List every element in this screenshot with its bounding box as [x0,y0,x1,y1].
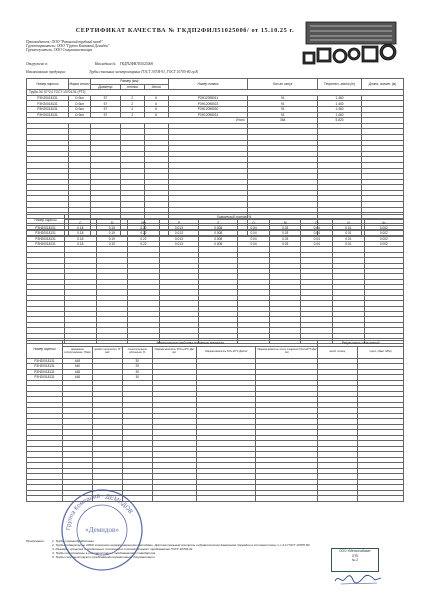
lot-number: РЗН20018131 [27,375,63,381]
col-header-diameter: Диаметр [90,84,120,90]
shipment-line: Отгружено в: Накладная № ГКДП2ФИЛ5102500б [26,62,154,66]
lot-number: РЗН20018131 [27,364,63,370]
lot-number: РЗН20018131 [27,106,69,112]
empty-cell [318,496,358,502]
col-header-size: Размер (мм) [90,79,168,85]
lot-number: РЗН20018131 [27,225,65,230]
lot-number: РЗН20018131 [27,236,65,241]
mech-col-header: загиб, сплющ. [318,346,358,358]
element-value: 0.22 [128,225,160,230]
col-header-mass: Теоретич. масса (т) [318,79,362,90]
element-value: 0.04 [301,225,333,230]
steel-grade: Ст3сп [68,95,90,101]
mechanical-table [26,340,404,502]
element-header: Ni [269,220,301,225]
chemistry-table [26,214,404,344]
lot-number: РЗН20018131 [27,95,69,101]
lot-number: РЗН20018131 [27,241,65,246]
element-value: 0.03 [269,225,301,230]
tensile-strength: 440 [62,364,92,370]
mech-header-group: Механические свойства основного металла [62,341,317,347]
empty-cell [152,496,196,502]
element-value: 0.04 [238,236,270,241]
element-header: Mn [128,220,160,225]
element-value: 0.22 [128,231,160,236]
tensile-strength: 448 [62,369,92,375]
total-label: Итого: [27,118,248,124]
element-value: 0.002 [364,231,403,236]
mech-col-header: Ударная вязкость после старения KCU+20°С Дж/см² [256,346,318,358]
element-value: 0.18 [65,236,97,241]
heat-number: РЗН12098011 [168,95,248,101]
element-value: 0.01 [333,225,365,230]
pieces: 91 [248,101,318,107]
signature [333,572,383,586]
element-header: Cu [301,220,333,225]
mech-col-header: предел текучести, Н/мм² [92,346,122,358]
certificate-title: СЕРТИФИКАТ КАЧЕСТВА № ГКДП2ФИЛ5102500б/ от 15.10.25 г. [75,27,295,34]
element-header: As [364,220,403,225]
pieces: 91 [248,112,318,118]
length: 6 [144,106,168,112]
wall: 2 [120,101,144,107]
element-value: 0.18 [65,231,97,236]
note-item: 1. Трубы термообработаны. [52,539,95,544]
element-header: P [159,220,198,225]
element-value: 0.19 [96,241,128,246]
element-value: 0.008 [199,231,238,236]
heat-number: РЗН12098022 [168,101,248,107]
mech-col-header: Ударная вязкость KCU-20°С Дж/см² [196,346,256,358]
mass: 1.460 [318,101,362,107]
note-item: 5. Трубы соответствуют требованиям нормативной документации. [52,554,156,559]
heat-number: РЗН12098030 [168,106,248,112]
pieces: 91 [248,95,318,101]
element-value: 0.01 [333,241,365,246]
tensile-strength: 448 [62,358,92,364]
mass: 1.460 [318,112,362,118]
elongation: 30 [122,375,152,381]
element-value: 0.04 [238,225,270,230]
product-line: Наименование продукции: Трубы стальные электросварные ГОСТ 10704-91, ГОСТ 10705-80 гр.В [26,70,198,74]
note-item: 4. Трубы изготовлены в соответствии с требованиями стандартов. [52,550,156,555]
element-value: 0.04 [238,241,270,246]
col-header-wall: стенка [120,84,144,90]
mass: 1.460 [318,95,362,101]
empty-cell [358,496,404,502]
element-value: 0.22 [128,241,160,246]
element-header: S [199,220,238,225]
elongation: 30 [122,358,152,364]
chem-header-group: Химический состав, % [65,215,404,220]
element-value: 0.19 [96,236,128,241]
producer-line: Производитель: ООО "Рязанский трубный завод" [26,40,103,44]
element-value: 0.18 [65,225,97,230]
element-value: 0.04 [301,236,333,241]
stamp-ring-text: Группа Компаний · ДЕМИДОВ · [65,493,136,531]
col-header-meters: Длина, погонн. (м) [362,79,404,90]
mech-col-header: Ударная вязкость KCU+20°С Дж/см² [152,346,196,358]
sender-line: Грузоотправитель: ООО "Группа Компаний Демидов" [26,44,110,49]
diameter: 57 [90,106,120,112]
lot-number: РЗН20018131 [27,358,63,364]
lot-number: РЗН20018131 [27,369,63,375]
table-row [27,225,404,230]
empty-cell [196,496,256,502]
element-value: 0.04 [301,231,333,236]
element-value: 0.013 [159,231,198,236]
steel-grade: Ст3сп [68,101,90,107]
element-value: 0.01 [333,236,365,241]
element-value: 0.19 [96,231,128,236]
table-row [27,236,404,241]
total-pieces: 364 [248,118,318,124]
element-value: 0.008 [199,241,238,246]
mass: 1.460 [318,106,362,112]
wall: 2 [120,112,144,118]
header-fields [26,40,109,53]
col-header-grade: Марка стали [68,79,90,90]
wall: 2 [120,106,144,112]
element-header: Si [96,220,128,225]
empty-cell [27,496,63,502]
element-value: 0.002 [364,241,403,246]
mech-header-num: Номер партии [27,341,63,359]
wall: 2 [120,95,144,101]
chem-header-num: Номер партии [27,215,65,226]
length: 6 [144,112,168,118]
col-header-pieces: Кол-во штук [248,79,318,90]
element-value: 0.22 [128,236,160,241]
table-row [27,231,404,236]
group-label: Труба ЭС 57*2,0 ГОСТ 10704-91 (РТЗ) [27,90,404,96]
receiver-line: Грузополучатель: ООО Спецкомплектация [26,48,93,53]
diameter: 57 [90,112,120,118]
company-stamp [60,488,144,572]
stamp-center-text: «Демидов» [85,526,119,534]
mech-col-header: пресс. (давл. МПа) [358,346,404,358]
length: 6 [144,101,168,107]
heat-number: РЗН12098031 [168,112,248,118]
total-mass: 5.820 [318,118,362,124]
shipment-table [26,78,404,236]
empty-cell [256,496,318,502]
element-header: N [333,220,365,225]
elongation: 29 [122,364,152,370]
element-value: 0.008 [199,236,238,241]
diameter: 57 [90,95,120,101]
element-value: 0.002 [364,236,403,241]
mech-col-header: относительное удлинение, % [122,346,152,358]
pipes-image [300,18,400,68]
lot-number: РЗН20018131 [27,101,69,107]
mech-header-results: Результаты испытаний [318,341,404,347]
element-value: 0.04 [301,241,333,246]
element-value: 0.013 [159,225,198,230]
element-value: 0.01 [333,231,365,236]
note-item: 2. Трубы подвергнуты 100% контролю неразрушающими методами. Дополнительный контроль гидравлическим давлением проведен в соответствии с п.4.4 ГОСТ 10705-80. [52,542,311,547]
tensile-strength: 448 [62,375,92,381]
note-item: 3. Размеры, кривизна и предельные отклонения соответствуют требованиям ГОСТ 10704-91. [52,546,194,551]
element-value: 0.03 [269,241,301,246]
element-value: 0.002 [364,225,403,230]
length: 6 [144,95,168,101]
col-header-heat: Номер плавки [168,79,248,90]
pieces: 91 [248,106,318,112]
element-value: 0.19 [96,225,128,230]
mech-col-header: временное сопротивление, Н/мм² [62,346,92,358]
element-value: 0.008 [199,225,238,230]
table-row [27,241,404,246]
element-header: Cr [238,220,270,225]
element-header: C [65,220,97,225]
elongation: 30 [122,369,152,375]
element-value: 0.04 [238,231,270,236]
lot-number: РЗН20018131 [27,112,69,118]
col-header-num: Номер партии [27,79,69,90]
notes-label: Примечание: [26,539,45,543]
element-value: 0.03 [269,236,301,241]
steel-grade: Ст3сп [68,112,90,118]
element-value: 0.03 [269,231,301,236]
element-value: 0.18 [65,241,97,246]
diameter: 57 [90,101,120,107]
lot-number: РЗН20018131 [27,231,65,236]
otk-stamp: ООО «Металлобаза» ОТК № 2 [331,548,379,572]
element-value: 0.013 [159,241,198,246]
element-value: 0.013 [159,236,198,241]
steel-grade: Ст3сп [68,106,90,112]
col-header-length: длина [144,84,168,90]
